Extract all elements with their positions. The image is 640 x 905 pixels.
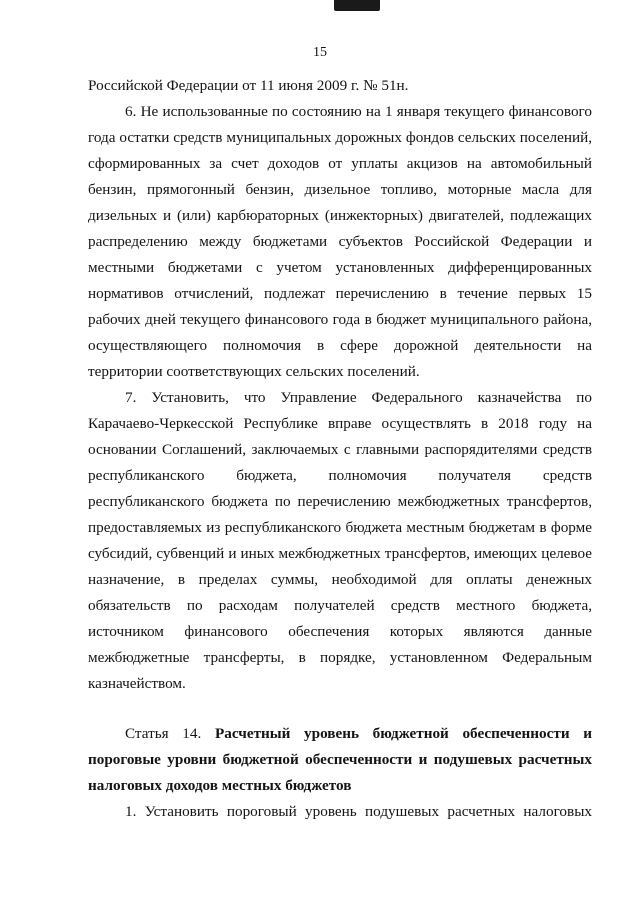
text-line: Карачаево-Черкесской Республике вправе осуществлять в 2018 году на bbox=[88, 415, 592, 432]
article-title-line: налоговых доходов местных бюджетов bbox=[88, 777, 352, 794]
text-line: предоставляемых из республиканского бюджета местным бюджетам в форме bbox=[88, 519, 592, 536]
text-line: межбюджетные трансферты, в порядке, установленном Федеральным bbox=[88, 649, 592, 666]
text-line: рабочих дней текущего финансового года в бюджет муниципального района, bbox=[88, 311, 592, 328]
text-line: основании Соглашений, заключаемых с главными распорядителями средств bbox=[88, 441, 592, 458]
text-line: дизельных и (или) карбюраторных (инжекторных) двигателей, подлежащих bbox=[88, 207, 592, 224]
text-line: территории соответствующих сельских поселений. bbox=[88, 363, 420, 380]
article-label: Статья 14. bbox=[125, 725, 202, 742]
article-title-line: пороговые уровни бюджетной обеспеченности и подушевых расчетных bbox=[88, 751, 592, 768]
paragraph-6-first-line: 6. Не использованные по состоянию на 1 января текущего финансового bbox=[125, 103, 592, 120]
text-line: источником финансового обеспечения которых являются данные bbox=[88, 623, 592, 640]
text-line: распределению между бюджетами субъектов Российской Федерации и bbox=[88, 233, 592, 250]
text-line: субсидий, субвенций и иных межбюджетных трансфертов, имеющих целевое bbox=[88, 545, 592, 562]
text-line: республиканского бюджета по перечислению межбюджетных трансфертов, bbox=[88, 493, 592, 510]
article-14-heading bbox=[125, 724, 592, 744]
text-line: назначение, в пределах суммы, необходимой для оплаты денежных bbox=[88, 571, 592, 588]
text-line: республиканского бюджета, полномочия получателя средств bbox=[88, 467, 592, 484]
text-line: года остатки средств муниципальных дорожных фондов сельских поселений, bbox=[88, 129, 592, 146]
text-line: местными бюджетами с учетом установленных дифференцированных bbox=[88, 259, 592, 276]
text-line: казначейством. bbox=[88, 675, 186, 692]
article-14-paragraph-1: 1. Установить пороговый уровень подушевых расчетных налоговых bbox=[125, 803, 592, 820]
text-line: нормативов отчислений, подлежат перечислению в течение первых 15 bbox=[88, 285, 592, 302]
text-line: сформированных за счет доходов от уплаты акцизов на автомобильный bbox=[88, 155, 592, 172]
text-line: осуществляющего полномочия в сфере дорожной деятельности на bbox=[88, 337, 592, 354]
text-line: Российской Федерации от 11 июня 2009 г. № 51н. bbox=[88, 77, 409, 94]
scan-artifact-mark bbox=[334, 0, 380, 11]
text-line: обязательств по расходам получателей средств местного бюджета, bbox=[88, 597, 592, 614]
page-number: 15 bbox=[313, 45, 327, 60]
text-line: бензин, прямогонный бензин, дизельное топливо, моторные масла для bbox=[88, 181, 592, 198]
article-title-line: Расчетный уровень бюджетной обеспеченности и bbox=[214, 725, 592, 742]
paragraph-7-first-line: 7. Установить, что Управление Федерального казначейства по bbox=[125, 389, 592, 406]
